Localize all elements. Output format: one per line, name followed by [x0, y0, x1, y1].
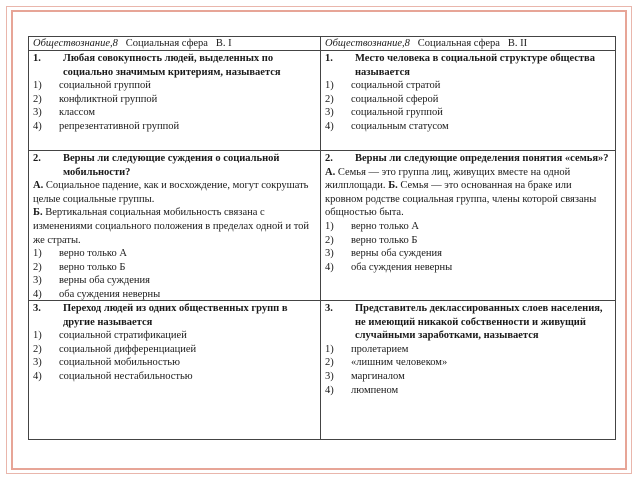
answer-option: 4) оба суждения неверны — [33, 288, 161, 300]
answer-option: 2) конфликтной группой — [33, 93, 158, 105]
header-variant-2 — [321, 37, 615, 51]
header-variant-1 — [29, 37, 321, 51]
answer-option: 4) люмпеном — [325, 384, 399, 396]
answer-option: 2) верно только Б — [33, 261, 126, 273]
answer-option: 3) социальной мобильностью — [33, 357, 180, 369]
question-2-variant-1 — [29, 151, 321, 301]
header-topic: Социальная сфера — [417, 38, 500, 49]
answer-option: 2) «лишним человеком» — [325, 357, 448, 369]
question-text: Представитель деклассированных слоев населения, не имеющий никакой собственности и живущий случайными заработками, называется — [355, 303, 603, 342]
answer-option: 2) социальной дифференциацией — [33, 343, 197, 355]
answer-option: 2) верно только Б — [325, 234, 418, 246]
question-text: Любая совокупность людей, выделенных по социально значимым критериям, называется — [63, 53, 281, 78]
question-text: Место человека в социальной структуре общества называется — [355, 53, 595, 78]
question-number: 1. — [325, 53, 333, 64]
statement-a: А. Социальное падение, как и восхождение, могут сокрушать целые социальные группы. — [33, 180, 309, 205]
statement-b: Б. Вертикальная социальная мобильность связана с изменениями социального положения в пределах одной и той же страты. — [33, 207, 310, 246]
answer-option: 1) социальной стратификацией — [33, 330, 187, 342]
answer-option: 3) классом — [33, 107, 96, 119]
answer-option: 4) социальной нестабильностью — [33, 370, 193, 382]
answer-option: 1) пролетарием — [325, 343, 409, 355]
question-number: 3. — [325, 303, 333, 314]
question-1-variant-1 — [29, 51, 321, 151]
header-topic: Социальная сфера — [125, 38, 208, 49]
answer-option: 3) социальной группой — [325, 107, 443, 119]
statement-ab: А. Семья — это группа лиц, живущих вместе на одной жилплощади. Б. Семья — это основанная на браке или кровном родстве социальная группа, члены которой связаны общностью быта. — [325, 166, 597, 219]
header-subject: Обществознание,8 — [325, 38, 410, 49]
question-number: 3. — [33, 303, 41, 314]
header-variant: В. II — [507, 38, 528, 49]
question-text: Верны ли следующие суждения о социальной мобильности? — [63, 153, 280, 178]
question-3-variant-1 — [29, 301, 321, 439]
question-1-variant-2 — [321, 51, 615, 151]
question-text: Верны ли следующие определения понятия «семья»? — [355, 153, 609, 164]
answer-option: 3) маргиналом — [325, 370, 405, 382]
answer-option: 4) социальным статусом — [325, 120, 449, 132]
answer-option: 1) верно только А — [325, 220, 419, 232]
answer-option: 2) социальной сферой — [325, 93, 439, 105]
answer-option: 1) социальной группой — [33, 80, 151, 92]
question-number: 2. — [325, 153, 333, 164]
question-number: 1. — [33, 53, 41, 64]
header-variant: В. I — [215, 38, 232, 49]
header-subject: Обществознание,8 — [33, 38, 118, 49]
answer-option: 4) репрезентативной группой — [33, 120, 180, 132]
answer-option: 3) верны оба суждения — [33, 275, 150, 287]
question-3-variant-2 — [321, 301, 615, 439]
question-2-variant-2 — [321, 151, 615, 301]
answer-option: 1) социальной стратой — [325, 80, 441, 92]
question-number: 2. — [33, 153, 41, 164]
question-text: Переход людей из одних общественных групп в другие называется — [63, 303, 288, 328]
test-table — [28, 36, 616, 440]
answer-option: 3) верны оба суждения — [325, 248, 442, 260]
answer-option: 1) верно только А — [33, 248, 127, 260]
answer-option: 4) оба суждения неверны — [325, 261, 453, 273]
